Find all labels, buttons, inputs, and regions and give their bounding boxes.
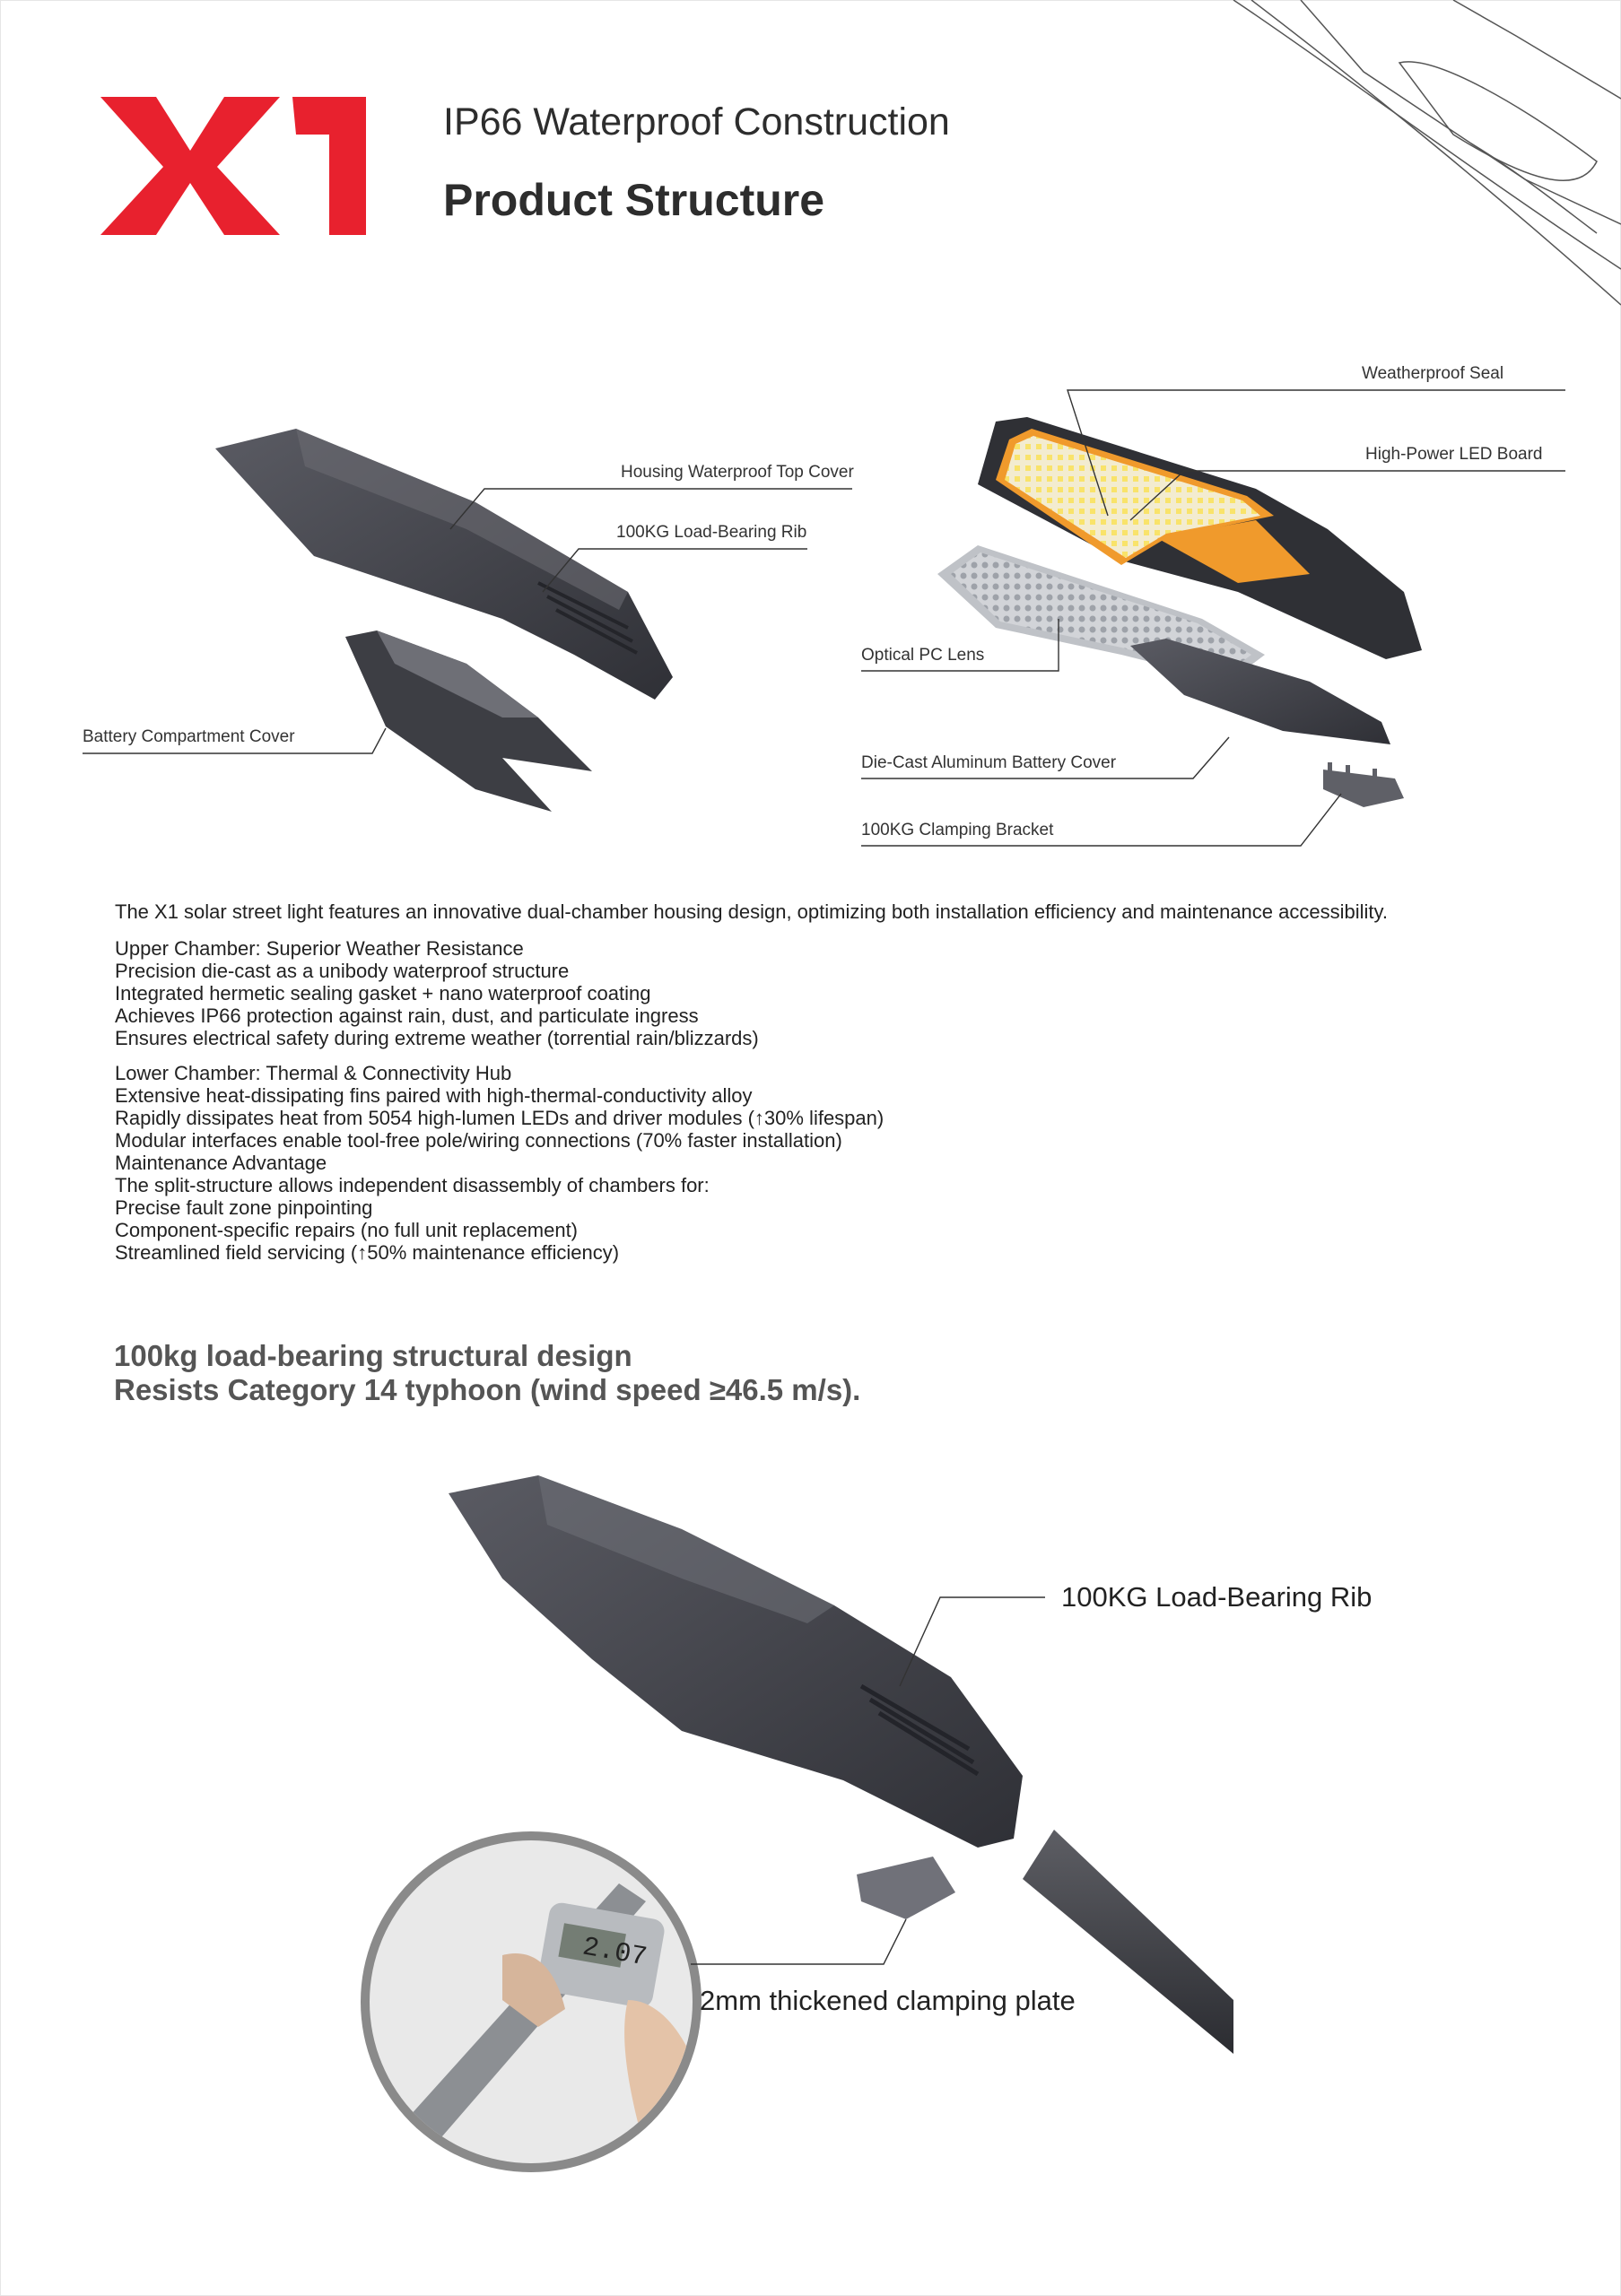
label-load-bearing-rib-large: 100KG Load-Bearing Rib [1061,1581,1373,1613]
label-load-bearing-rib: 100KG Load-Bearing Rib [616,523,807,542]
load-bearing-heading-line1: 100kg load-bearing structural design [114,1339,632,1372]
label-clamping-plate: 2mm thickened clamping plate [700,1985,1076,2016]
upper-chamber-line: Upper Chamber: Superior Weather Resistance [115,937,524,960]
lower-chamber-description [115,1062,1514,1264]
load-bearing-heading [114,1339,860,1407]
page-subtitle: IP66 Waterproof Construction [443,100,950,144]
upper-chamber-description [115,937,1514,1049]
upper-chamber-line: Ensures electrical safety during extreme weather (torrential rain/blizzards) [115,1027,759,1049]
lower-chamber-line: Component-specific repairs (no full unit replacement) [115,1219,579,1241]
lower-chamber-line: Modular interfaces enable tool-free pole/wiring connections (70% faster installation) [115,1129,842,1152]
upper-chamber-line: Integrated hermetic sealing gasket + nano waterproof coating [115,982,651,1004]
upper-chamber-line: Precision die-cast as a unibody waterproof structure [115,960,570,982]
corner-line-art [1233,0,1621,305]
caliper-reading: 2.07 [580,1932,649,1974]
description-intro [115,900,1514,923]
label-battery-cover: Die-Cast Aluminum Battery Cover [861,753,1117,772]
label-led-board: High-Power LED Board [1365,445,1543,464]
label-battery-compartment-cover: Battery Compartment Cover [83,727,295,746]
upper-chamber-line: Achieves IP66 protection against rain, dust, and particulate ingress [115,1004,699,1027]
description-intro-text: The X1 solar street light features an innovative dual-chamber housing design, optimizing both installation efficiency and maintenance accessibility. [115,900,1388,923]
lower-chamber-line: Precise fault zone pinpointing [115,1196,373,1219]
page-title: Product Structure [443,175,825,225]
lower-chamber-line: Extensive heat-dissipating fins paired with high-thermal-conductivity alloy [115,1084,753,1107]
lower-chamber-line: Rapidly dissipates heat from 5054 high-lumen LEDs and driver modules (↑30% lifespan) [115,1107,885,1129]
caliper-inset-photo [361,1831,702,2172]
battery-compartment-drawing [345,631,592,812]
lower-chamber-line: Maintenance Advantage [115,1152,327,1174]
lower-chamber-line: The split-structure allows independent disassembly of chambers for: [115,1174,710,1196]
label-optical-lens: Optical PC Lens [861,646,985,665]
label-housing-top-cover: Housing Waterproof Top Cover [621,463,854,482]
lower-chamber-line: Streamlined field servicing (↑50% maintenance efficiency) [115,1241,620,1264]
load-bearing-heading-line2: Resists Category 14 typhoon (wind speed ≥46.5 m/s). [114,1373,861,1406]
label-weatherproof-seal: Weatherproof Seal [1362,364,1504,383]
lower-chamber-line: Lower Chamber: Thermal & Connectivity Hub [115,1062,512,1084]
label-clamping-bracket: 100KG Clamping Bracket [861,821,1054,839]
